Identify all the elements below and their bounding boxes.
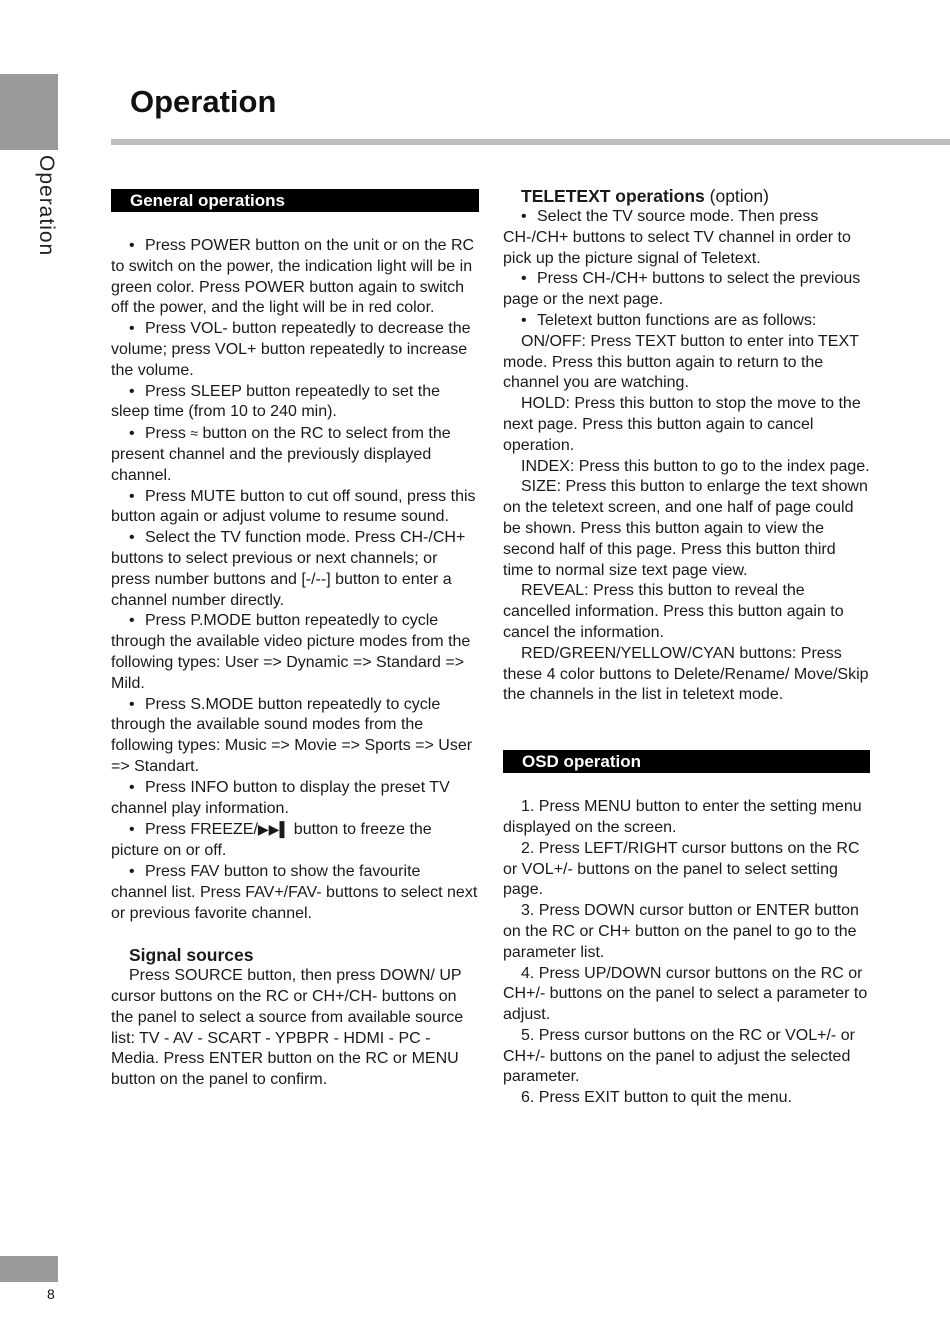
page-title: Operation: [130, 84, 277, 119]
list-item: • Press S.MODE button repeatedly to cycle through the available sound modes from the following types: Music => Movie => Sports => User => Standart.: [111, 695, 479, 778]
play-pause-icon: ▶▶▌: [257, 821, 290, 838]
list-item: • Press FREEZE/▶▶▌ button to freeze the picture on or off.: [111, 819, 479, 862]
list-item: • Select the TV source mode. Then press CH-/CH+ buttons to select TV channel in order to pick up the picture signal of Teletext.: [503, 207, 870, 269]
side-tab-top: [0, 74, 58, 150]
left-column: [111, 189, 479, 1091]
list-item: • Press SLEEP button repeatedly to set the sleep time (from 10 to 240 min).: [111, 382, 479, 424]
general-operations-heading: General operations: [111, 189, 479, 212]
teletext-function: SIZE: Press this button to enlarge the text shown on the teletext screen, and one half of page could be shown. Press this button again to view the second half of this page. Press this button third time to normal size text page view.: [503, 478, 868, 579]
right-column: [503, 185, 870, 1109]
list-item: • Teletext button functions are as follows:: [503, 311, 870, 332]
page-number: 8: [47, 1286, 55, 1302]
list-item: • Press FAV button to show the favourite channel list. Press FAV+/FAV- buttons to select next or previous favorite channel.: [111, 862, 479, 924]
list-item: • Press INFO button to display the preset TV channel play information.: [111, 778, 479, 820]
osd-step: 3. Press DOWN cursor button or ENTER button on the RC or CH+ button on the panel to go to the parameter list.: [503, 902, 859, 961]
recall-icon: ≈: [190, 425, 199, 442]
side-tab-label: Operation: [35, 155, 58, 257]
teletext-function: RED/GREEN/YELLOW/CYAN buttons: Press these 4 color buttons to Delete/Rename/ Move/Skip the channels in the list in teletext mode.: [503, 644, 869, 704]
osd-step: 6. Press EXIT button to quit the menu.: [521, 1089, 792, 1107]
teletext-function: INDEX: Press this button to go to the index page.: [521, 457, 870, 475]
osd-step: 1. Press MENU button to enter the setting menu displayed on the screen.: [503, 798, 862, 836]
list-item: • Select the TV function mode. Press CH-/CH+ buttons to select previous or next channels; or press number buttons and [-/--] button to enter a channel number directly.: [111, 528, 479, 611]
osd-step: 2. Press LEFT/RIGHT cursor buttons on the RC or VOL+/- buttons on the panel to select setting page.: [503, 839, 860, 899]
page-number-tab: [0, 1256, 58, 1282]
teletext-function: ON/OFF: Press TEXT button to enter into TEXT mode. Press this button again to return to the channel you are watching.: [503, 332, 859, 392]
teletext-heading: TELETEXT operations (option): [521, 186, 769, 206]
teletext-function: REVEAL: Press this button to reveal the cancelled information. Press this button again to cancel the information.: [503, 582, 844, 641]
signal-sources-text: Press SOURCE button, then press DOWN/ UP cursor buttons on the RC or CH+/CH- buttons on the panel to select a source from available source list: TV - AV - SCART - YPBPR - HDMI - PC - Media. Press ENTER button on the RC or MENU button on the panel to confirm.: [111, 967, 464, 1089]
osd-operation-heading: OSD operation: [503, 750, 870, 773]
list-item: • Press ≈ button on the RC to select from the present channel and the previously displayed channel.: [111, 423, 479, 486]
osd-step: 5. Press cursor buttons on the RC or VOL+/- or CH+/- buttons on the panel to adjust the selected parameter.: [503, 1026, 855, 1086]
list-item: • Press P.MODE button repeatedly to cycle through the available video picture modes from the following types: User => Dynamic => Standard => Mild.: [111, 611, 479, 694]
list-item: • Press VOL- button repeatedly to decrease the volume; press VOL+ button repeatedly to increase the volume.: [111, 319, 479, 381]
osd-step: 4. Press UP/DOWN cursor buttons on the RC or CH+/- buttons on the panel to select a parameter to adjust.: [503, 964, 868, 1024]
list-item: • Press POWER button on the unit or on the RC to switch on the power, the indication light will be in green color. Press POWER button again to switch off the power, and the light will be in red color.: [111, 236, 479, 319]
teletext-function: HOLD: Press this button to stop the move to the next page. Press this button again to cancel operation.: [503, 395, 861, 454]
list-item: • Press CH-/CH+ buttons to select the previous page or the next page.: [503, 269, 870, 311]
signal-sources-heading: Signal sources: [129, 945, 254, 966]
title-rule: [111, 139, 950, 145]
list-item: • Press MUTE button to cut off sound, press this button again or adjust volume to resume sound.: [111, 487, 479, 529]
